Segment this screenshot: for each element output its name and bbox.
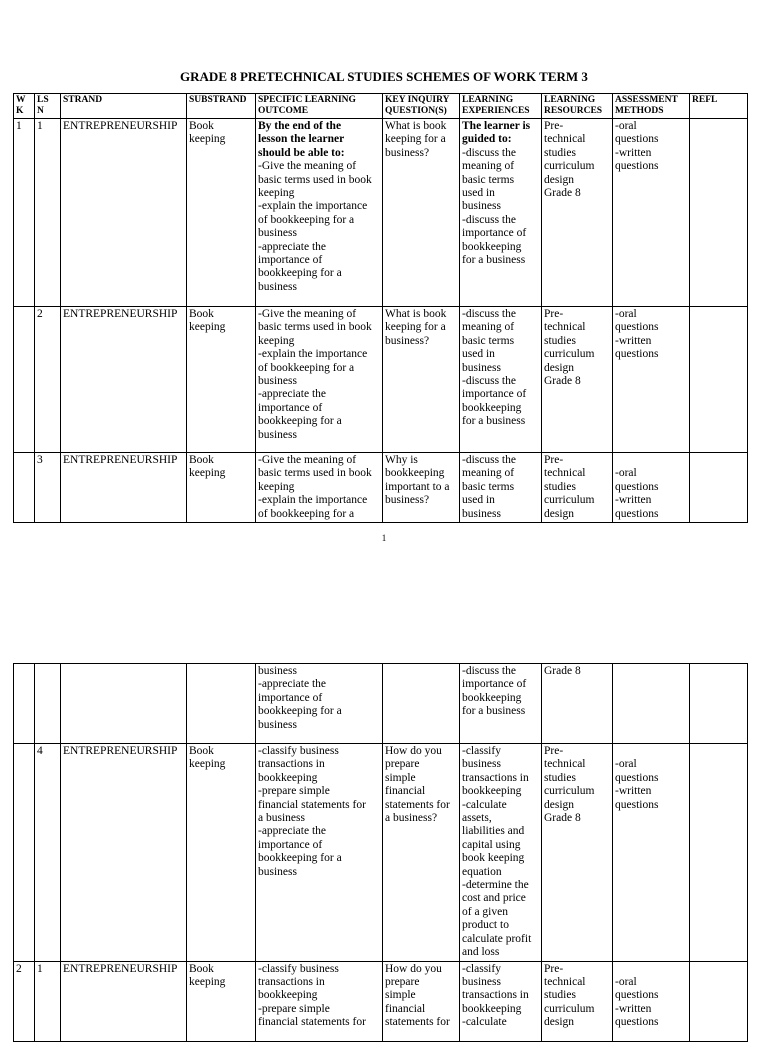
cell-key-inquiry-question: Why is bookkeeping important to a business? bbox=[383, 453, 460, 523]
cell-learning-resources: Pre- technical studies curriculum design Grade 8 bbox=[542, 119, 613, 307]
table-row bbox=[14, 453, 748, 523]
cell-reflection bbox=[690, 307, 748, 453]
cell-strand: ENTREPRENEURSHIP bbox=[61, 119, 187, 307]
header-reflection: REFL bbox=[690, 94, 748, 119]
header-strand: STRAND bbox=[61, 94, 187, 119]
cell-specific-learning-outcome: business -appreciate the importance of bookkeeping for a business bbox=[256, 664, 383, 744]
cell-learning-experiences: -discuss the importance of bookkeeping for a business bbox=[460, 664, 542, 744]
cell-substrand: Book keeping bbox=[187, 744, 256, 962]
cell-substrand bbox=[187, 664, 256, 744]
slo-text: -Give the meaning of basic terms used in book keeping -explain the importance of bookkeeping for a business -appreciate the importance of bookkeeping for a business bbox=[258, 160, 372, 293]
cell-assessment-methods: -oral questions -written questions bbox=[613, 744, 690, 962]
le-intro: The learner is guided to: bbox=[462, 120, 531, 146]
cell-reflection bbox=[690, 961, 748, 1041]
cell-learning-resources: Pre- technical studies curriculum design bbox=[542, 961, 613, 1041]
header-assessment-methods: ASSESSMENT METHODS bbox=[613, 94, 690, 119]
cell-lesson: 3 bbox=[35, 453, 61, 523]
cell-week bbox=[14, 307, 35, 453]
cell-lesson: 4 bbox=[35, 744, 61, 962]
cell-substrand: Book keeping bbox=[187, 307, 256, 453]
cell-specific-learning-outcome: -Give the meaning of basic terms used in book keeping -explain the importance of bookkeeping for a bbox=[256, 453, 383, 523]
cell-reflection bbox=[690, 664, 748, 744]
cell-key-inquiry-question: How do you prepare simple financial statements for a business? bbox=[383, 744, 460, 962]
cell-assessment-methods: -oral questions -written questions bbox=[613, 307, 690, 453]
cell-week bbox=[14, 453, 35, 523]
cell-substrand: Book keeping bbox=[187, 961, 256, 1041]
header-lesson: LS N bbox=[35, 94, 61, 119]
cell-specific-learning-outcome: -classify business transactions in bookkeeping -prepare simple financial statements for a business -appreciate the importance of bookkeeping for a business bbox=[256, 744, 383, 962]
cell-week bbox=[14, 744, 35, 962]
table-header-row bbox=[14, 94, 748, 119]
le-text: -discuss the meaning of basic terms used in business -discuss the importance of bookkeeping for a business bbox=[462, 146, 527, 267]
header-key-inquiry-questions: KEY INQUIRY QUESTION(S) bbox=[383, 94, 460, 119]
cell-reflection bbox=[690, 744, 748, 962]
table-row bbox=[14, 961, 748, 1041]
header-week: W K bbox=[14, 94, 35, 119]
cell-learning-experiences: -discuss the meaning of basic terms used in business -discuss the importance of bookkeeping for a business bbox=[460, 307, 542, 453]
cell-assessment-methods: -oral questions -written questions bbox=[613, 453, 690, 523]
cell-key-inquiry-question: How do you prepare simple financial statements for bbox=[383, 961, 460, 1041]
cell-substrand: Book keeping bbox=[187, 453, 256, 523]
cell-strand bbox=[61, 664, 187, 744]
table-row bbox=[14, 664, 748, 744]
cell-lesson: 2 bbox=[35, 307, 61, 453]
table-row bbox=[14, 307, 748, 453]
cell-lesson: 1 bbox=[35, 961, 61, 1041]
header-learning-resources: LEARNING RESOURCES bbox=[542, 94, 613, 119]
cell-strand: ENTREPRENEURSHIP bbox=[61, 961, 187, 1041]
cell-substrand: Book keeping bbox=[187, 119, 256, 307]
cell-strand: ENTREPRENEURSHIP bbox=[61, 453, 187, 523]
page-number: 1 bbox=[381, 533, 387, 543]
slo-intro: By the end of the lesson the learner should be able to: bbox=[258, 120, 345, 159]
cell-learning-resources: Pre- technical studies curriculum design Grade 8 bbox=[542, 744, 613, 962]
cell-assessment-methods: -oral questions -written questions bbox=[613, 961, 690, 1041]
cell-assessment-methods: -oral questions -written questions bbox=[613, 119, 690, 307]
cell-week bbox=[14, 664, 35, 744]
cell-lesson: 1 bbox=[35, 119, 61, 307]
cell-reflection bbox=[690, 453, 748, 523]
header-substrand: SUBSTRAND bbox=[187, 94, 256, 119]
cell-assessment-methods bbox=[613, 664, 690, 744]
cell-key-inquiry-question bbox=[383, 664, 460, 744]
cell-specific-learning-outcome: -Give the meaning of basic terms used in book keeping -explain the importance of bookkeeping for a business -appreciate the importance of bookkeeping for a business bbox=[256, 307, 383, 453]
cell-learning-experiences bbox=[460, 119, 542, 307]
cell-reflection bbox=[690, 119, 748, 307]
header-learning-experiences: LEARNING EXPERIENCES bbox=[460, 94, 542, 119]
cell-week: 2 bbox=[14, 961, 35, 1041]
cell-key-inquiry-question: What is book keeping for a business? bbox=[383, 307, 460, 453]
cell-learning-resources: Pre- technical studies curriculum design Grade 8 bbox=[542, 307, 613, 453]
table-row bbox=[14, 744, 748, 962]
cell-lesson bbox=[35, 664, 61, 744]
cell-specific-learning-outcome bbox=[256, 119, 383, 307]
cell-key-inquiry-question: What is book keeping for a business? bbox=[383, 119, 460, 307]
cell-specific-learning-outcome: -classify business transactions in bookkeeping -prepare simple financial statements for bbox=[256, 961, 383, 1041]
cell-learning-resources: Pre- technical studies curriculum design bbox=[542, 453, 613, 523]
cell-learning-resources: Grade 8 bbox=[542, 664, 613, 744]
cell-learning-experiences: -classify business transactions in bookkeeping -calculate bbox=[460, 961, 542, 1041]
cell-week: 1 bbox=[14, 119, 35, 307]
table-row bbox=[14, 119, 748, 307]
scheme-table-page-1 bbox=[13, 93, 748, 523]
cell-strand: ENTREPRENEURSHIP bbox=[61, 744, 187, 962]
cell-strand: ENTREPRENEURSHIP bbox=[61, 307, 187, 453]
header-specific-learning-outcome: SPECIFIC LEARNING OUTCOME bbox=[256, 94, 383, 119]
cell-learning-experiences: -classify business transactions in bookkeeping -calculate assets, liabilities and capital using book keeping equation -determine the cost and price of a given product to calculate profit and loss bbox=[460, 744, 542, 962]
cell-learning-experiences: -discuss the meaning of basic terms used in business bbox=[460, 453, 542, 523]
document-title: GRADE 8 PRETECHNICAL STUDIES SCHEMES OF WORK TERM 3 bbox=[180, 69, 588, 84]
scheme-table-page-2 bbox=[13, 663, 748, 1042]
